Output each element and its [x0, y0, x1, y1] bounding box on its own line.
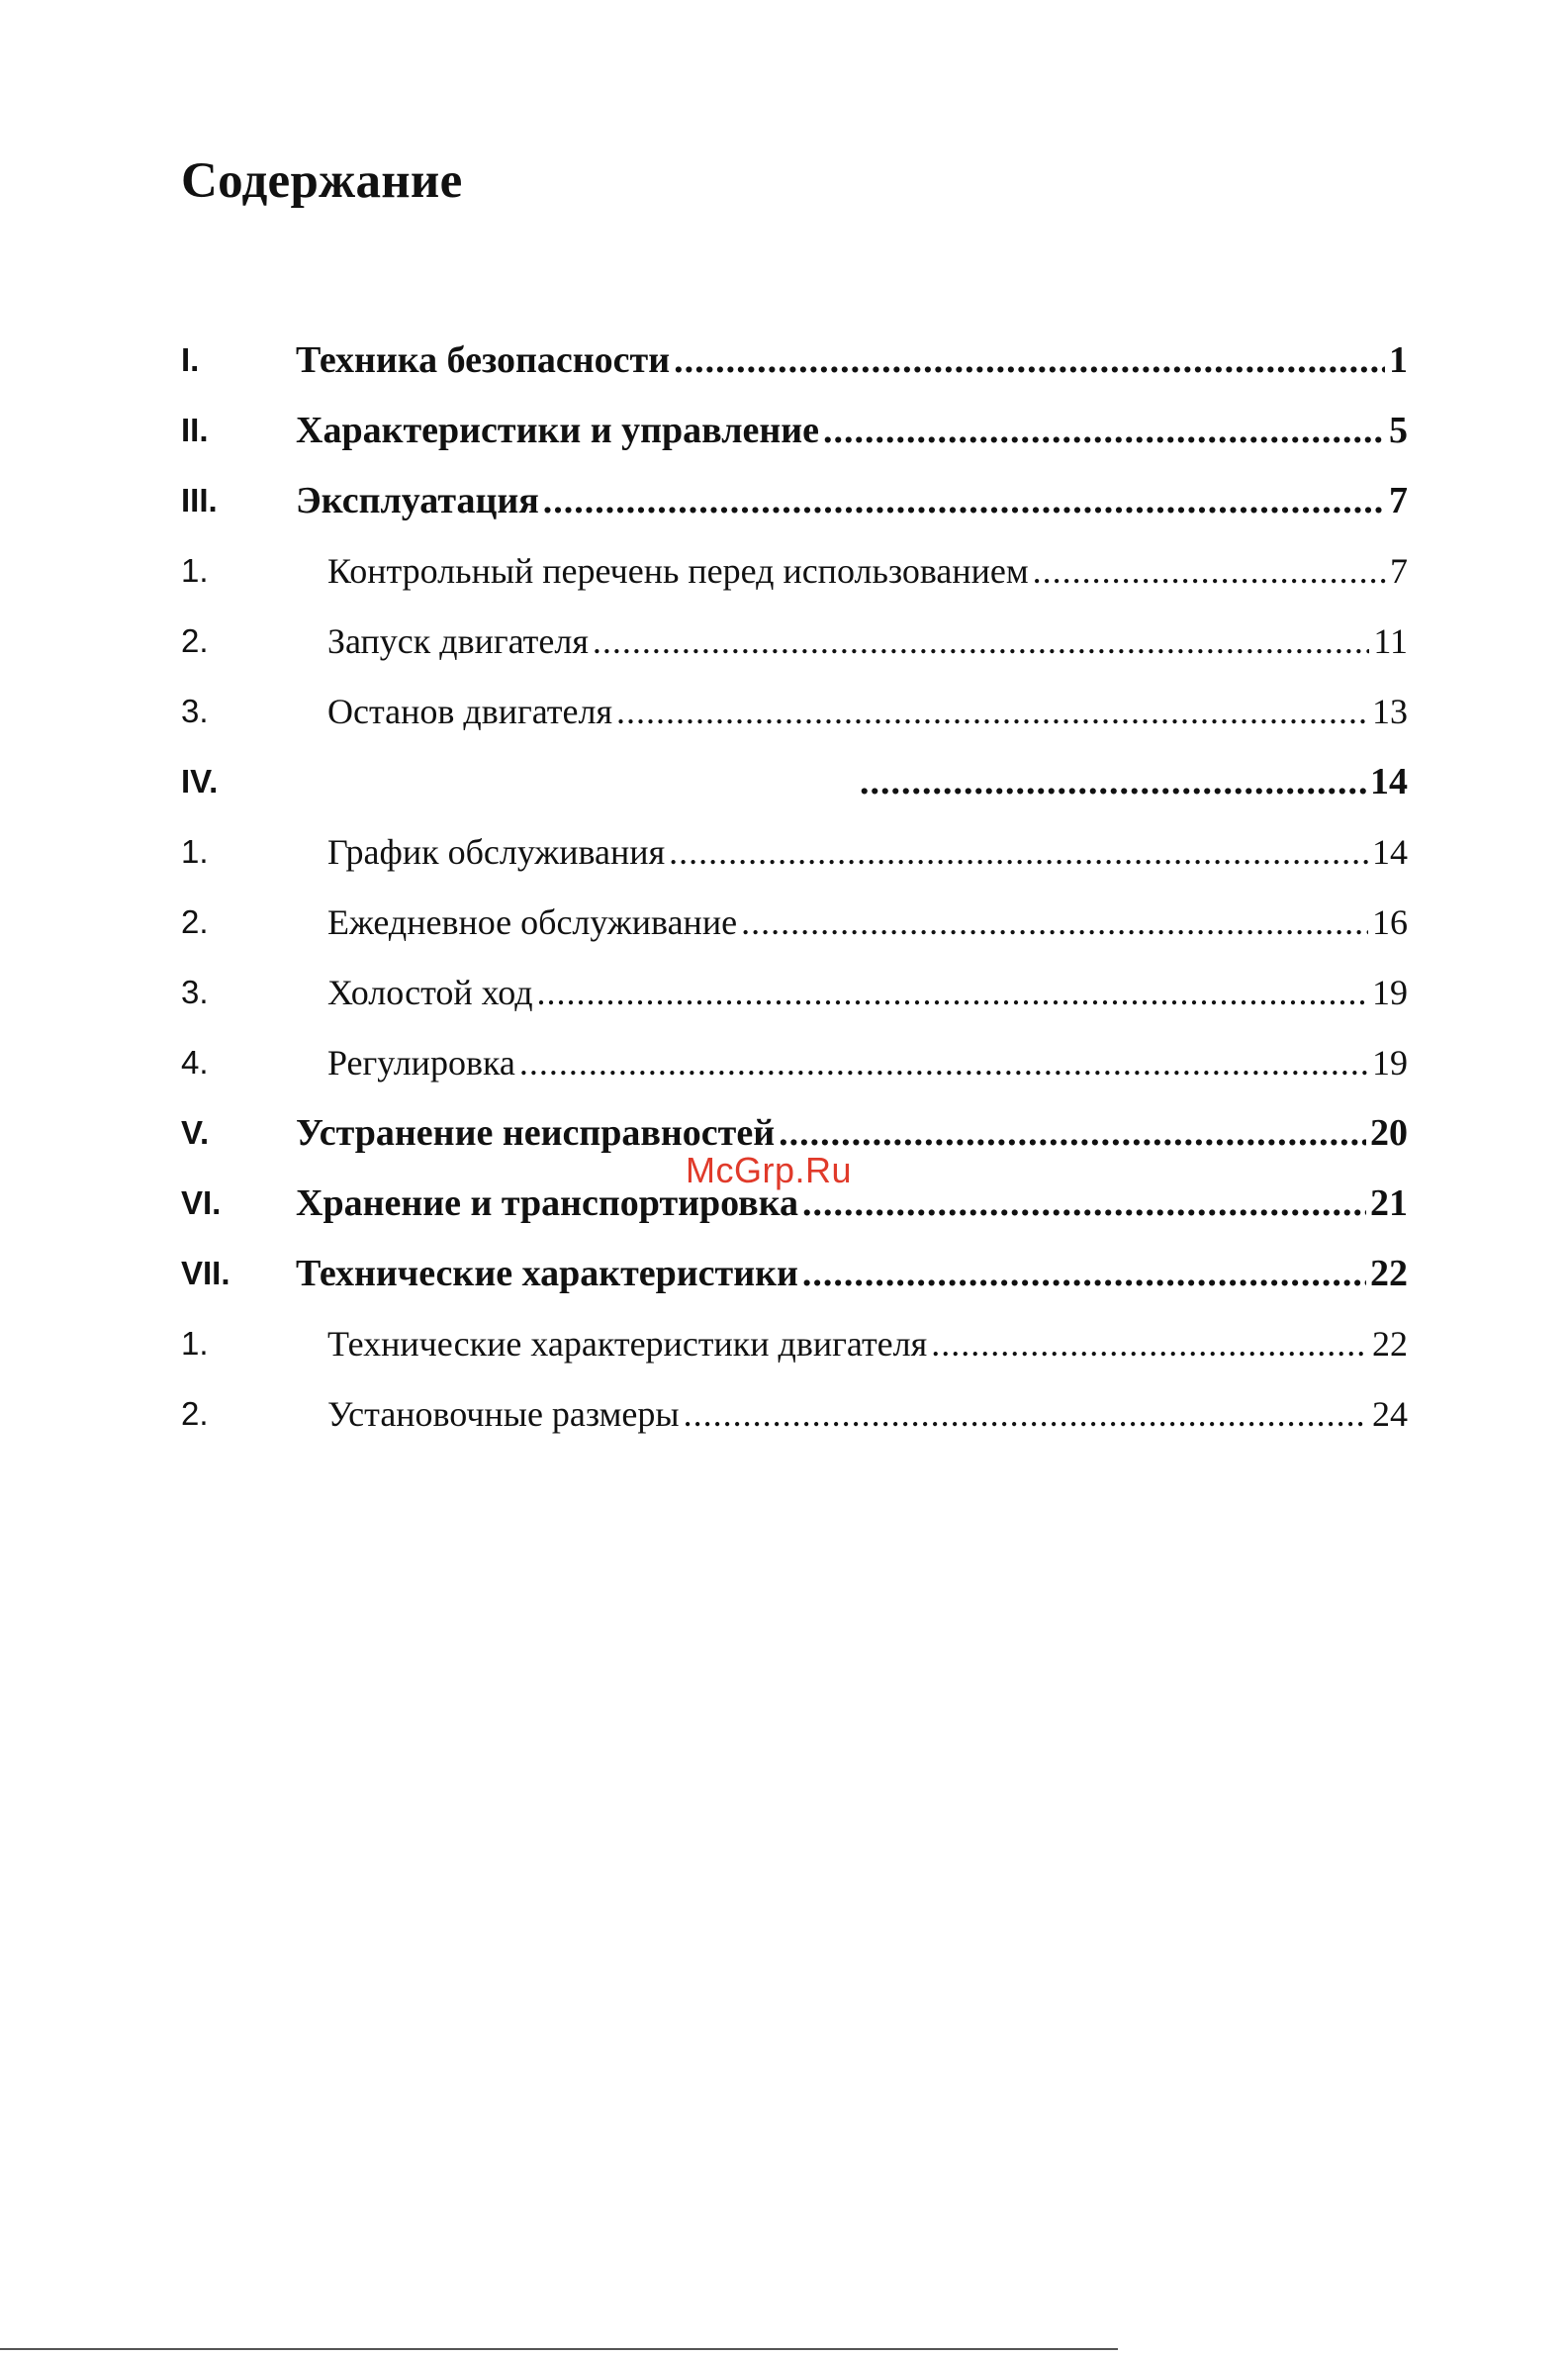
toc-entry-operation[interactable]	[181, 465, 1408, 535]
bottom-rule	[0, 2348, 1118, 2350]
toc-entry-number: 3.	[181, 692, 209, 729]
toc-entry-number: V.	[181, 1113, 210, 1151]
toc-entry-page: 20	[1370, 1111, 1408, 1154]
toc-entry-page: 24	[1372, 1393, 1408, 1434]
toc-dot-leader	[860, 760, 1366, 803]
toc-dot-leader	[519, 1042, 1368, 1084]
toc-entry-title: Характеристики и управление	[296, 409, 820, 451]
toc-entry-title: Устранение неисправностей	[296, 1111, 776, 1154]
toc-entry-title: График обслуживания	[327, 831, 666, 872]
toc-dot-leader	[616, 691, 1368, 732]
toc-entry-number: III.	[181, 481, 218, 518]
toc-entry-number: 4.	[181, 1043, 209, 1081]
toc-dot-leader	[537, 972, 1368, 1013]
toc-dot-leader	[593, 620, 1369, 662]
toc-entry-section-iv[interactable]	[181, 746, 1408, 816]
toc-dot-leader	[802, 1252, 1366, 1295]
toc-dot-leader	[802, 1181, 1366, 1225]
toc-entry-page: 21	[1370, 1181, 1408, 1224]
toc-entry-number: 1.	[181, 551, 209, 589]
toc-entry-title: Установочные размеры	[327, 1393, 680, 1434]
toc-entry-mounting-dimensions[interactable]	[181, 1378, 1408, 1449]
toc-entry-title: Ежедневное обслуживание	[327, 901, 738, 942]
toc-entry-idle[interactable]	[181, 957, 1408, 1027]
toc-entry-characteristics[interactable]	[181, 395, 1408, 465]
toc-entry-title: Холостой ход	[327, 972, 533, 1012]
toc-dot-leader	[823, 409, 1385, 452]
toc-entry-page: 14	[1372, 831, 1408, 872]
toc-entry-page: 13	[1372, 691, 1408, 731]
toc-entry-number: I.	[181, 340, 200, 378]
toc-entry-page: 7	[1389, 479, 1408, 521]
toc-entry-specifications[interactable]	[181, 1238, 1408, 1308]
toc-entry-adjustment[interactable]	[181, 1027, 1408, 1097]
toc-entry-number: VI.	[181, 1183, 222, 1221]
toc-entry-checklist[interactable]	[181, 535, 1408, 606]
table-of-contents	[181, 325, 1408, 1449]
toc-entry-number: 2.	[181, 902, 209, 940]
toc-entry-number: II.	[181, 411, 209, 448]
toc-entry-engine-stop[interactable]	[181, 676, 1408, 746]
toc-entry-title: Технические характеристики двигателя	[327, 1323, 928, 1364]
toc-entry-engine-specifications[interactable]	[181, 1308, 1408, 1378]
page-title: Содержание	[181, 153, 463, 209]
toc-entry-number: 3.	[181, 973, 209, 1010]
toc-entry-number: 2.	[181, 621, 209, 659]
toc-dot-leader	[669, 831, 1368, 873]
toc-entry-page: 7	[1390, 550, 1408, 591]
toc-dot-leader	[931, 1323, 1368, 1365]
toc-entry-page: 16	[1372, 901, 1408, 942]
toc-entry-page: 19	[1372, 972, 1408, 1012]
toc-entry-number: IV.	[181, 762, 219, 800]
toc-entry-title: Техника безопасности	[296, 338, 671, 381]
toc-entry-title: Регулировка	[327, 1042, 515, 1083]
toc-entry-number: 1.	[181, 1324, 209, 1362]
toc-entry-number: 1.	[181, 832, 209, 870]
toc-dot-leader	[674, 338, 1385, 382]
toc-entry-title: Контрольный перечень перед использованием	[327, 550, 1029, 591]
toc-entry-engine-start[interactable]	[181, 606, 1408, 676]
toc-entry-page: 22	[1372, 1323, 1408, 1364]
toc-entry-page: 22	[1370, 1252, 1408, 1294]
toc-entry-daily-maintenance[interactable]	[181, 887, 1408, 957]
toc-entry-maintenance-schedule[interactable]	[181, 816, 1408, 887]
toc-entry-title: Останов двигателя	[327, 691, 613, 731]
watermark: McGrp.Ru	[686, 1150, 853, 1190]
toc-entry-number: VII.	[181, 1254, 231, 1291]
toc-entry-title: Хранение и транспортировка	[296, 1181, 799, 1224]
toc-entry-safety[interactable]	[181, 325, 1408, 395]
toc-dot-leader	[741, 901, 1368, 943]
toc-dot-leader	[684, 1393, 1368, 1435]
toc-entry-page: 11	[1373, 620, 1408, 661]
toc-entry-number: 2.	[181, 1394, 209, 1432]
toc-entry-page: 19	[1372, 1042, 1408, 1083]
toc-entry-title: Технические характеристики	[296, 1252, 798, 1294]
toc-entry-page: 14	[1370, 760, 1408, 802]
toc-entry-title: Эксплуатация	[296, 479, 539, 521]
toc-dot-leader	[543, 479, 1385, 522]
toc-entry-page: 1	[1389, 338, 1408, 381]
toc-entry-page: 5	[1389, 409, 1408, 451]
toc-entry-title: Запуск двигателя	[327, 620, 589, 661]
toc-dot-leader	[1033, 550, 1386, 592]
toc-dot-leader	[779, 1111, 1366, 1155]
